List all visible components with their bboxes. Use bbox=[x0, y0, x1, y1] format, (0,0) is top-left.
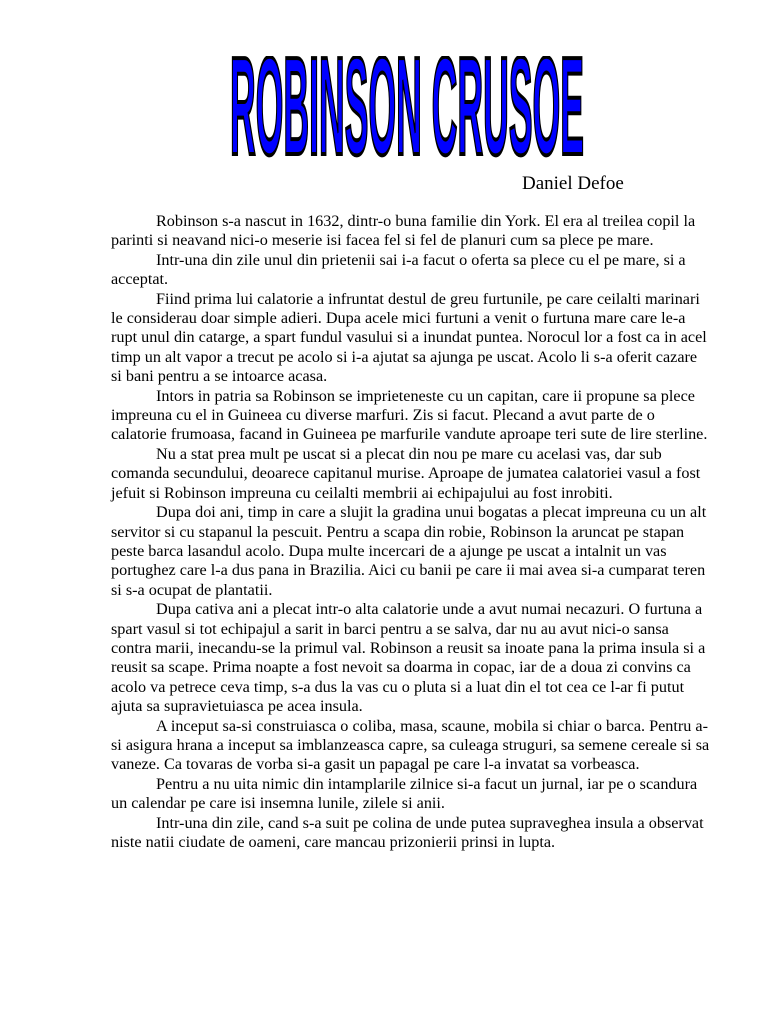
paragraph: Robinson s-a nascut in 1632, dintr-o buna familie din York. El era al treilea copil la parinti si neavand nici-o meserie isi facea fel si fel de planuri cum sa plece pe mare. bbox=[111, 212, 696, 250]
paragraph: Intr-una din zile unul din prietenii sai i-a facut o oferta sa plece cu el pe mare, si a acceptat. bbox=[111, 250, 686, 289]
document-title: ROBINSON CRUSOE bbox=[230, 56, 584, 168]
paragraph: Fiind prima lui calatorie a infruntat destul de greu furtunile, pe care ceilalti marinari le considerau doar simple adieri. Dupa acele mici furtuni a venit o furtuna mare care le-a rupt unul din catarge, a spart fundul vasului si a inundat puntea. Norocul lor a fost ca in acel timp un alt vapor a trecut pe acolo si i-a ajutat sa ajunga pe uscat. Acolo li s-a oferit cazare si bani pentru a se intoarce acasa. bbox=[111, 289, 707, 386]
paragraph: A inceput sa-si construiasca o coliba, masa, scaune, mobila si chiar o barca. Pentru a-si asigura hrana a inceput sa imblanzeasca capre, sa culeaga struguri, sa semene cereale si sa vaneze. Ca tovaras de vorba si-a gasit un papagal pe care l-a invatat sa vorbeasca. bbox=[111, 716, 710, 774]
paragraph: Intors in patria sa Robinson se imprieteneste cu un capitan, care ii propune sa plece impreuna cu el in Guineea cu diverse marfuri. Zis si facut. Plecand a avut parte de o calatorie frumoasa, facand in Guineea pe marfurile vandute aproape teri sute de lire sterline. bbox=[111, 386, 708, 444]
wordart-title bbox=[222, 56, 592, 168]
paragraph: Dupa doi ani, timp in care a slujit la gradina unui bogatas a plecat impreuna cu un alt servitor si cu stapanul la pescuit. Pentru a scapa din robie, Robinson la aruncat pe stapan peste barca lasandul acolo. Dupa multe incercari de a ajunge pe uscat a intalnit un vas portughez care l-a dus pana in Brazilia. Aici cu banii pe care ii mai avea si-a cumparat teren si s-a ocupat de plantatii. bbox=[111, 503, 707, 599]
paragraph: Dupa cativa ani a plecat intr-o alta calatorie unde a avut numai necazuri. O furtuna a spart vasul si tot echipajul a sarit in barci pentru a se salva, dar nu au avut nici-o sansa contra marii, inecandu-se la primul val. Robinson a reusit sa inoate pana la prima insula si a reusit sa scape. Prima noapte a fost nevoit sa doarma in copac, iar de a doua zi convins ca acolo va petrece ceva timp, s-a dus la vas cu o pluta si a luat din el tot cea ce l-ar fi putut ajuta sa supravietuiasca pe acea insula. bbox=[111, 600, 706, 716]
story-body bbox=[111, 212, 711, 852]
paragraph: Nu a stat prea mult pe uscat si a plecat din nou pe mare cu acelasi vas, dar sub comanda secundului, deoarece capitanul murise. Aproape de jumatea calatoriei vasul a fost jefuit si Robinson impreuna cu ceilalti membrii ai echipajului au fost inrobiti. bbox=[111, 444, 701, 502]
title-svg bbox=[222, 56, 592, 168]
paragraph: Intr-una din zile, cand s-a suit pe colina de unde putea supraveghea insula a observat niste natii ciudate de oameni, care mancau prizonierii prinsi in lupta. bbox=[111, 813, 704, 851]
author-name: Daniel Defoe bbox=[522, 173, 624, 194]
paragraph: Pentru a nu uita nimic din intamplarile zilnice si-a facut un jurnal, iar pe o scandura un calendar pe care isi insemna lunile, zilele si anii. bbox=[111, 774, 698, 813]
